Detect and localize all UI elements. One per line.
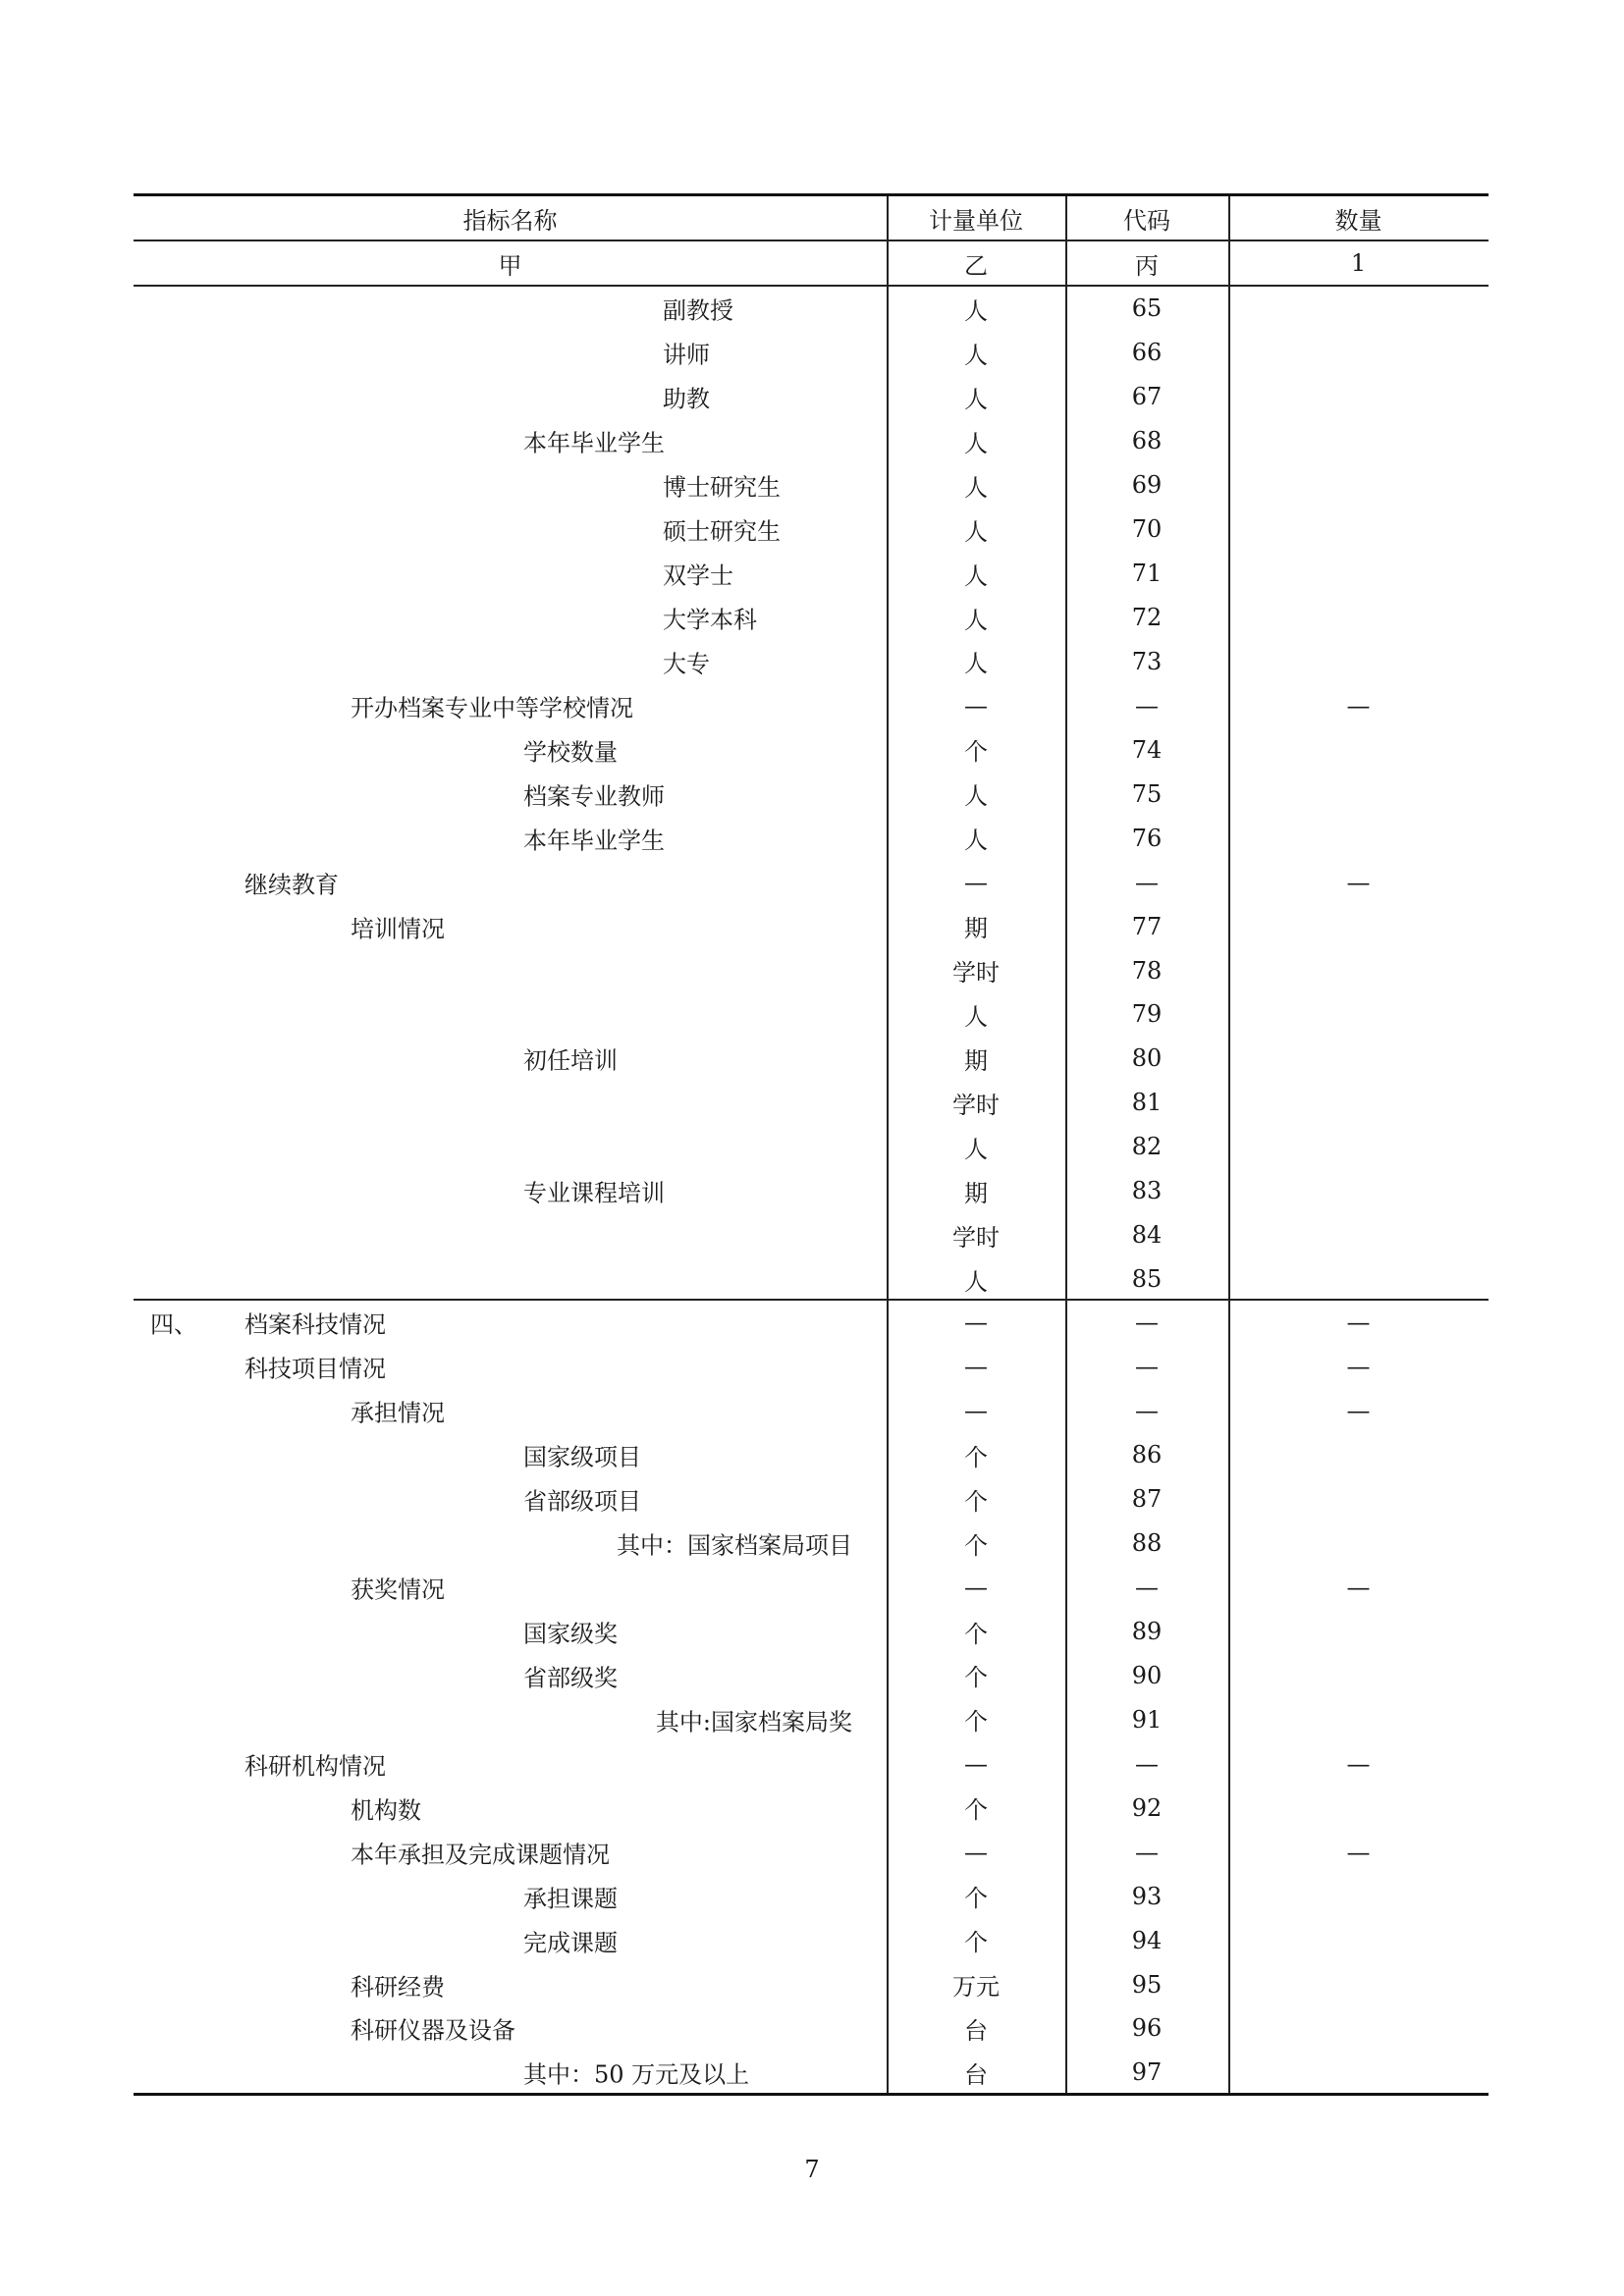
- code-cell: 88: [1131, 1529, 1163, 1558]
- header-unit: 计量单位: [929, 207, 1023, 235]
- table-section-education: [134, 287, 1489, 1302]
- indicator-name: 双学士: [663, 561, 733, 590]
- unit-cell: 学时: [952, 1223, 1000, 1252]
- quantity-cell: [1228, 507, 1489, 552]
- unit-cell: 个: [964, 1443, 988, 1471]
- code-cell: 74: [1131, 735, 1163, 764]
- unit-cell: 万元: [952, 1973, 1000, 2002]
- unit-cell: 个: [964, 738, 988, 767]
- unit-cell: 人: [964, 341, 988, 369]
- quantity-cell: [1228, 1213, 1489, 1257]
- indicator-name: 其中：国家档案局项目: [617, 1531, 852, 1560]
- indicator-name-cell: [134, 727, 887, 772]
- unit-cell: 期: [964, 915, 988, 943]
- quantity-cell: [1228, 1125, 1489, 1169]
- indicator-name: 大专: [663, 650, 710, 678]
- quantity-cell: [1228, 1477, 1489, 1522]
- code-cell: 83: [1131, 1177, 1163, 1205]
- column-code-code: 丙: [1135, 251, 1159, 280]
- unit-cell: 人: [964, 1002, 988, 1031]
- quantity-cell: [1228, 1610, 1489, 1654]
- quantity-cell: —: [1346, 1397, 1371, 1425]
- indicator-name: 其中：50 万元及以上: [523, 2060, 750, 2089]
- table-row: [134, 727, 1489, 772]
- unit-cell: 台: [964, 2060, 988, 2089]
- quantity-cell: [1228, 552, 1489, 596]
- quantity-cell: —: [1346, 868, 1371, 896]
- code-cell: 85: [1131, 1265, 1163, 1294]
- indicator-name-cell: [134, 1345, 887, 1389]
- header-code: 代码: [1123, 207, 1170, 235]
- unit-cell: 人: [964, 385, 988, 413]
- unit-cell: 台: [964, 2016, 988, 2045]
- indicator-name: 本年毕业学生: [523, 827, 665, 855]
- code-cell: 86: [1131, 1441, 1163, 1469]
- code-cell: 87: [1131, 1485, 1163, 1514]
- indicator-name-cell: [134, 1962, 887, 2006]
- table-row: [134, 1522, 1489, 1566]
- code-cell: —: [1135, 1308, 1159, 1337]
- quantity-cell: [1228, 1918, 1489, 1962]
- quantity-cell: [1228, 1654, 1489, 1698]
- quantity-cell: [1228, 904, 1489, 948]
- unit-cell: 人: [964, 782, 988, 811]
- indicator-name-cell: [134, 1786, 887, 1830]
- table-row: [134, 2006, 1489, 2051]
- quantity-cell: [1228, 1433, 1489, 1477]
- table-row: [134, 816, 1489, 860]
- table-row: [134, 2051, 1489, 2095]
- table-row: [134, 1213, 1489, 1257]
- quantity-cell: [1228, 463, 1489, 507]
- quantity-cell: [1228, 2006, 1489, 2051]
- code-cell: 71: [1131, 560, 1163, 588]
- quantity-cell: [1228, 1081, 1489, 1125]
- unit-cell: 期: [964, 1179, 988, 1207]
- code-cell: 95: [1131, 1970, 1163, 1999]
- code-cell: 91: [1131, 1705, 1163, 1734]
- table-row: [134, 1786, 1489, 1830]
- quantity-cell: [1228, 948, 1489, 992]
- code-cell: —: [1135, 1574, 1159, 1602]
- table-row: [134, 992, 1489, 1037]
- indicator-name-cell: [134, 1477, 887, 1522]
- quantity-cell: [1228, 772, 1489, 816]
- indicator-name-cell: [134, 507, 887, 552]
- indicator-name: 本年毕业学生: [523, 429, 665, 457]
- indicator-name-cell: [134, 2051, 887, 2095]
- quantity-cell: [1228, 2051, 1489, 2095]
- quantity-cell: [1228, 375, 1489, 419]
- table-row: [134, 419, 1489, 463]
- unit-cell: 人: [964, 517, 988, 546]
- table-row: [134, 1654, 1489, 1698]
- unit-cell: 个: [964, 1885, 988, 1913]
- header-indicator-name: 指标名称: [462, 207, 558, 235]
- table-row: [134, 331, 1489, 375]
- indicator-name: 科研经费: [351, 1973, 445, 2002]
- indicator-name-cell: [134, 1037, 887, 1081]
- header-quantity: 数量: [1334, 207, 1382, 235]
- quantity-cell: [1228, 640, 1489, 684]
- quantity-cell: [1228, 287, 1489, 331]
- table-row: [134, 507, 1489, 552]
- column-divider: [1065, 196, 1067, 2093]
- indicator-name: 讲师: [663, 341, 710, 369]
- code-cell: 66: [1131, 339, 1163, 367]
- indicator-name: 开办档案专业中等学校情况: [351, 694, 633, 722]
- code-cell: 76: [1131, 824, 1163, 852]
- indicator-name: 培训情况: [351, 915, 445, 943]
- indicator-name: 国家级项目: [523, 1443, 641, 1471]
- code-cell: —: [1135, 1749, 1159, 1778]
- table-row: [134, 683, 1489, 727]
- quantity-cell: —: [1346, 691, 1371, 720]
- quantity-cell: —: [1346, 1838, 1371, 1866]
- indicator-name-cell: [134, 772, 887, 816]
- quantity-cell: [1228, 331, 1489, 375]
- column-code-name: 甲: [498, 251, 522, 280]
- table-row: [134, 596, 1489, 640]
- indicator-name-cell: [134, 860, 887, 904]
- table-row: [134, 463, 1489, 507]
- indicator-name: 副教授: [663, 296, 733, 325]
- indicator-name: 初任培训: [523, 1046, 618, 1075]
- code-cell: 93: [1131, 1882, 1163, 1910]
- unit-cell: —: [964, 1749, 988, 1778]
- table-row: [134, 948, 1489, 992]
- quantity-cell: [1228, 727, 1489, 772]
- table-row: [134, 1962, 1489, 2006]
- column-code-quantity: 1: [1350, 249, 1367, 277]
- code-cell: 73: [1131, 647, 1163, 675]
- unit-cell: 人: [964, 1267, 988, 1296]
- table-row: [134, 1081, 1489, 1125]
- indicator-name-cell: [134, 948, 887, 992]
- table-row: [134, 1169, 1489, 1213]
- indicator-name-cell: [134, 375, 887, 419]
- unit-cell: 人: [964, 1135, 988, 1163]
- code-cell: 94: [1131, 1926, 1163, 1954]
- table-row: [134, 1741, 1489, 1786]
- indicator-name-cell: [134, 683, 887, 727]
- column-divider: [887, 196, 889, 2093]
- indicator-name-cell: [134, 1389, 887, 1433]
- code-cell: 75: [1131, 779, 1163, 808]
- table-row: [134, 640, 1489, 684]
- table-row: [134, 1566, 1489, 1610]
- unit-cell: —: [964, 1838, 988, 1866]
- indicator-name-cell: [134, 2006, 887, 2051]
- indicator-name-cell: [134, 463, 887, 507]
- page-number: 7: [804, 2156, 820, 2183]
- unit-cell: —: [964, 1574, 988, 1602]
- quantity-cell: [1228, 1786, 1489, 1830]
- code-cell: 77: [1131, 912, 1163, 940]
- code-cell: 97: [1131, 2058, 1163, 2087]
- quantity-cell: [1228, 1522, 1489, 1566]
- table-row: [134, 1918, 1489, 1962]
- table-row: [134, 860, 1489, 904]
- indicator-name-cell: [134, 1874, 887, 1918]
- code-cell: 69: [1131, 471, 1163, 500]
- indicator-name: 承担情况: [351, 1399, 445, 1427]
- indicator-name-cell: [134, 1741, 887, 1786]
- indicator-name-cell: [134, 1301, 887, 1345]
- indicator-name: 继续教育: [244, 871, 339, 899]
- table-row: [134, 1830, 1489, 1874]
- unit-cell: 学时: [952, 959, 1000, 988]
- indicator-name: 科研机构情况: [244, 1752, 386, 1781]
- unit-cell: 个: [964, 1487, 988, 1516]
- unit-cell: —: [964, 1308, 988, 1337]
- indicator-name-cell: [134, 1213, 887, 1257]
- unit-cell: 个: [964, 1929, 988, 1957]
- table-row: [134, 1345, 1489, 1389]
- code-cell: —: [1135, 1353, 1159, 1381]
- quantity-cell: [1228, 596, 1489, 640]
- indicator-name: 承担课题: [523, 1885, 618, 1913]
- table-row: [134, 287, 1489, 331]
- code-cell: 89: [1131, 1618, 1163, 1646]
- indicator-name-cell: [134, 1081, 887, 1125]
- indicator-name-cell: [134, 596, 887, 640]
- unit-cell: 期: [964, 1046, 988, 1075]
- indicator-name: 科研仪器及设备: [351, 2016, 515, 2045]
- indicator-name: 大学本科: [663, 606, 757, 634]
- code-cell: —: [1135, 868, 1159, 896]
- indicator-name: 国家级奖: [523, 1620, 618, 1648]
- quantity-cell: —: [1346, 1749, 1371, 1778]
- table-section-technology: [134, 1301, 1489, 2095]
- quantity-cell: [1228, 1874, 1489, 1918]
- unit-cell: —: [964, 1353, 988, 1381]
- indicator-name: 档案专业教师: [523, 782, 665, 811]
- unit-cell: 个: [964, 1796, 988, 1825]
- quantity-cell: —: [1346, 1308, 1371, 1337]
- code-cell: 80: [1131, 1044, 1163, 1073]
- code-cell: 67: [1131, 383, 1163, 411]
- unit-cell: 个: [964, 1620, 988, 1648]
- indicator-name-cell: [134, 1257, 887, 1302]
- indicator-name-cell: [134, 1433, 887, 1477]
- indicator-name: 获奖情况: [351, 1575, 445, 1604]
- code-cell: 72: [1131, 604, 1163, 632]
- indicator-name-cell: [134, 1697, 887, 1741]
- unit-cell: 人: [964, 827, 988, 855]
- indicator-name: 省部级项目: [523, 1487, 641, 1516]
- code-cell: 81: [1131, 1089, 1163, 1117]
- indicator-name: 硕士研究生: [663, 517, 781, 546]
- indicator-name-cell: [134, 1830, 887, 1874]
- table-bottom-rule: [134, 2093, 1489, 2096]
- indicator-name-cell: [134, 1169, 887, 1213]
- quantity-cell: [1228, 816, 1489, 860]
- code-cell: 65: [1131, 294, 1163, 323]
- unit-cell: 人: [964, 429, 988, 457]
- indicator-name: 博士研究生: [663, 473, 781, 502]
- indicator-name-cell: [134, 904, 887, 948]
- code-cell: 82: [1131, 1133, 1163, 1161]
- code-cell: 78: [1131, 956, 1163, 985]
- column-divider: [1228, 196, 1230, 2093]
- indicator-name: 专业课程培训: [523, 1179, 665, 1207]
- code-cell: 92: [1131, 1793, 1163, 1822]
- table-row: [134, 1257, 1489, 1302]
- indicator-name-cell: [134, 419, 887, 463]
- unit-cell: 个: [964, 1664, 988, 1692]
- table-row: [134, 552, 1489, 596]
- table-row: [134, 375, 1489, 419]
- quantity-cell: [1228, 992, 1489, 1037]
- table-row: [134, 1301, 1489, 1345]
- indicator-name-cell: [134, 992, 887, 1037]
- indicator-name: 科技项目情况: [244, 1355, 386, 1383]
- indicator-name: 其中:国家档案局奖: [655, 1708, 852, 1736]
- indicator-name-cell: [134, 640, 887, 684]
- code-cell: 84: [1131, 1221, 1163, 1250]
- section-number: 四、: [150, 1310, 197, 1339]
- code-cell: 68: [1131, 427, 1163, 455]
- indicator-name: 学校数量: [523, 738, 618, 767]
- code-cell: —: [1135, 1397, 1159, 1425]
- indicator-name: 档案科技情况: [244, 1310, 386, 1339]
- quantity-cell: [1228, 419, 1489, 463]
- code-cell: 90: [1131, 1661, 1163, 1689]
- unit-cell: 人: [964, 561, 988, 590]
- quantity-cell: [1228, 1962, 1489, 2006]
- unit-cell: —: [964, 868, 988, 896]
- indicator-name: 助教: [663, 385, 710, 413]
- indicator-name-cell: [134, 1918, 887, 1962]
- indicator-name: 省部级奖: [523, 1664, 618, 1692]
- unit-cell: 个: [964, 1708, 988, 1736]
- table-row: [134, 1433, 1489, 1477]
- quantity-cell: [1228, 1037, 1489, 1081]
- unit-cell: —: [964, 691, 988, 720]
- table-row: [134, 1874, 1489, 1918]
- indicator-name-cell: [134, 552, 887, 596]
- indicator-name: 机构数: [351, 1796, 421, 1825]
- indicator-name-cell: [134, 1654, 887, 1698]
- quantity-cell: [1228, 1257, 1489, 1302]
- quantity-cell: [1228, 1697, 1489, 1741]
- code-cell: 70: [1131, 515, 1163, 544]
- indicator-name-cell: [134, 287, 887, 331]
- unit-cell: 人: [964, 650, 988, 678]
- table-header-row: [134, 196, 1489, 240]
- quantity-cell: —: [1346, 1574, 1371, 1602]
- code-cell: 79: [1131, 1000, 1163, 1029]
- unit-cell: 个: [964, 1531, 988, 1560]
- indicator-name-cell: [134, 816, 887, 860]
- indicator-name-cell: [134, 1522, 887, 1566]
- code-cell: 96: [1131, 2014, 1163, 2043]
- code-cell: —: [1135, 691, 1159, 720]
- indicator-name-cell: [134, 331, 887, 375]
- quantity-cell: [1228, 1169, 1489, 1213]
- table-row: [134, 1389, 1489, 1433]
- unit-cell: 人: [964, 606, 988, 634]
- table-row: [134, 1037, 1489, 1081]
- table-row: [134, 1125, 1489, 1169]
- indicator-name-cell: [134, 1610, 887, 1654]
- indicator-name: 本年承担及完成课题情况: [351, 1841, 610, 1869]
- unit-cell: —: [964, 1397, 988, 1425]
- unit-cell: 人: [964, 296, 988, 325]
- unit-cell: 学时: [952, 1091, 1000, 1119]
- table-row: [134, 1477, 1489, 1522]
- column-code-unit: 乙: [964, 251, 988, 280]
- table-column-code-row: [134, 241, 1489, 285]
- indicator-name-cell: [134, 1566, 887, 1610]
- table-row: [134, 904, 1489, 948]
- table-row: [134, 772, 1489, 816]
- indicator-name: 完成课题: [523, 1929, 618, 1957]
- table-row: [134, 1697, 1489, 1741]
- indicator-name-cell: [134, 1125, 887, 1169]
- code-cell: —: [1135, 1838, 1159, 1866]
- table-row: [134, 1610, 1489, 1654]
- quantity-cell: —: [1346, 1353, 1371, 1381]
- unit-cell: 人: [964, 473, 988, 502]
